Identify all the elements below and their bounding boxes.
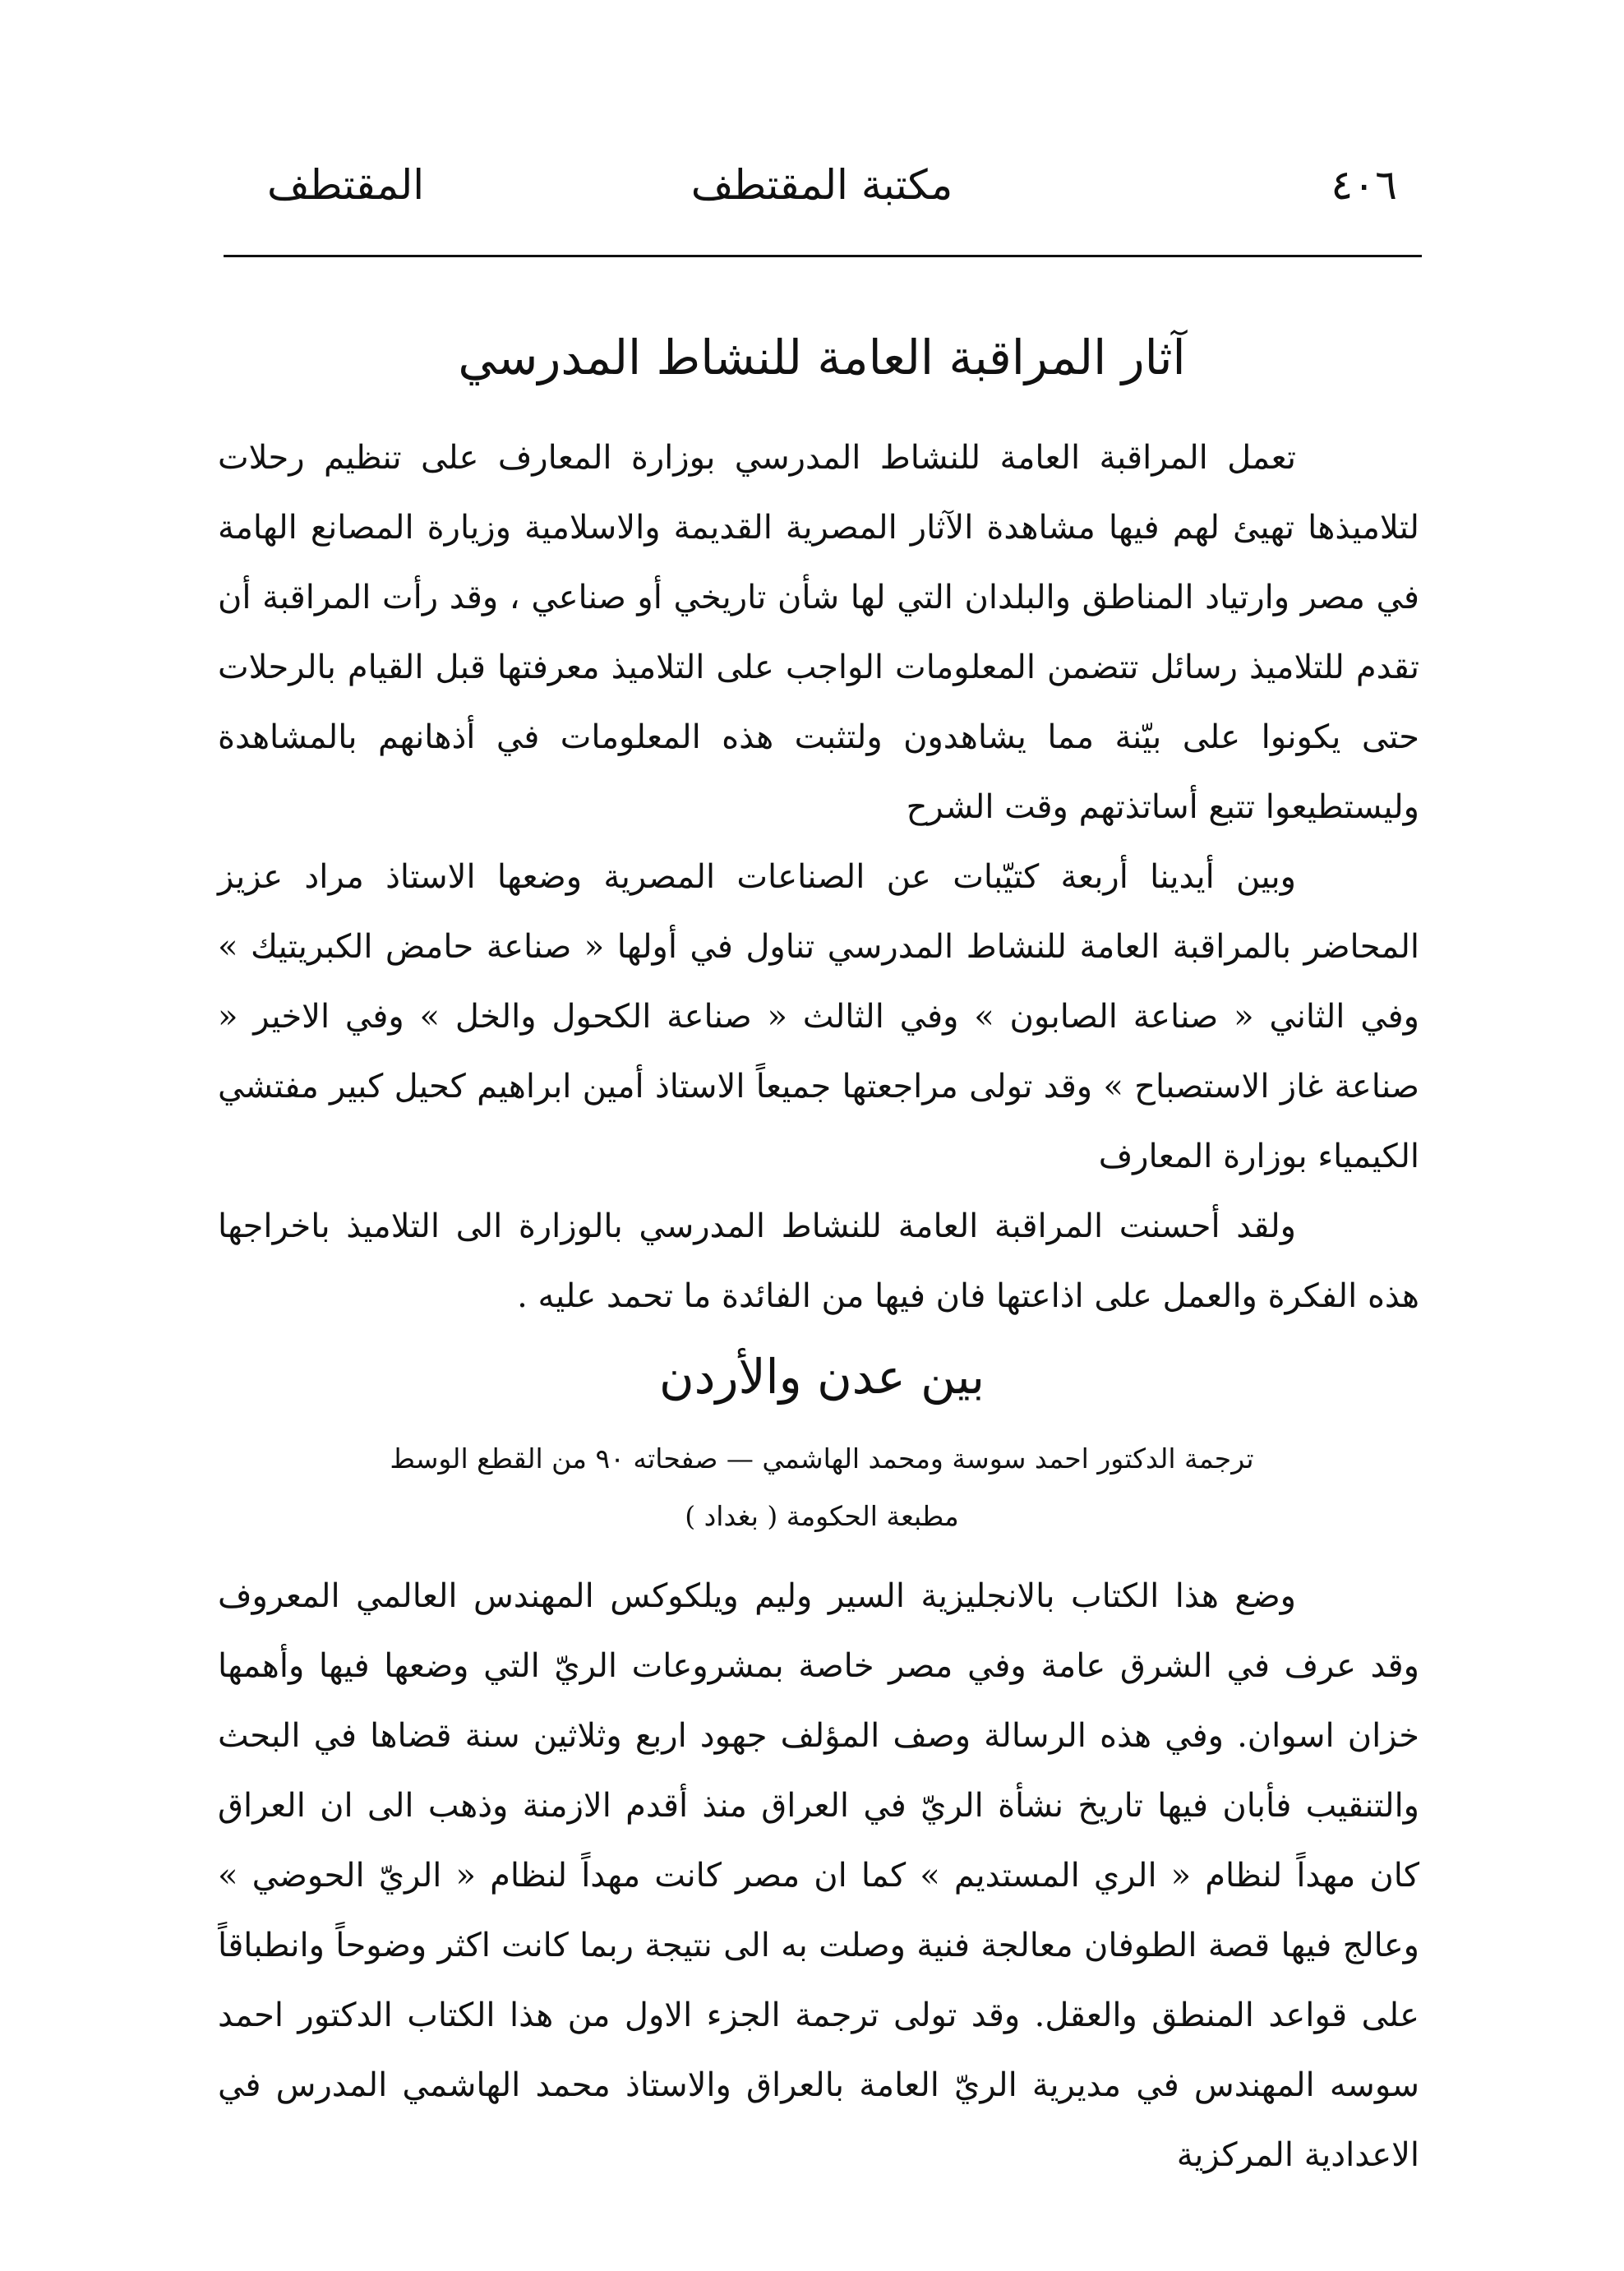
book-publisher: مطبعة الحكومة ( بغداد ) — [685, 1500, 959, 1532]
paragraph: وبين أيدينا أربعة كتيّبات عن الصناعات المصرية وضعها الاستاذ مراد عزيز المحاضر بالمراقبة العامة للنشاط المدرسي تناول في أولها « صناعة حامض الكبريتيك » وفي الثاني « صناعة الصابون » وفي الثالث « صناعة الكحول والخل » وفي الاخير « صناعة غاز الاستصباح » وقد تولى مراجعتها جميعاً الاستاذ أمين ابراهيم كحيل كبير مفتشي الكيمياء بوزارة المعارف — [218, 858, 1419, 1175]
article-body — [218, 423, 1419, 1332]
article-title: آثار المراقبة العامة للنشاط المدرسي — [458, 330, 1186, 385]
journal-name: المقتطف — [267, 161, 425, 209]
section-title: مكتبة المقتطف — [690, 161, 953, 209]
book-review-body — [218, 1562, 1419, 2190]
paragraph: ولقد أحسنت المراقبة العامة للنشاط المدرسي بالوزارة الى التلاميذ باخراجها هذه الفكرة والعمل على اذاعتها فان فيها من الفائدة ما تحمد عليه . — [218, 1207, 1419, 1315]
running-header — [222, 152, 1422, 218]
paragraph: وضع هذا الكتاب بالانجليزية السير وليم ويلكوكس المهندس العالمي المعروف وقد عرف في الشرق عامة وفي مصر خاصة بمشروعات الريّ التي وضعها فيها وأهمها خزان اسوان. وفي هذه الرسالة وصف المؤلف جهود اربع وثلاثين سنة قضاها في البحث والتنقيب فأبان فيها تاريخ نشأة الريّ في العراق منذ أقدم الازمنة وذهب الى ان العراق كان مهداً لنظام « الري المستديم » كما ان مصر كانت مهداً لنظام « الريّ الحوضي » وعالج فيها قصة الطوفان معالجة فنية وصلت به الى نتيجة ربما كانت اكثر وضوحاً وانطباقاً على قواعد المنطق والعقل. وقد تولى ترجمة الجزء الاول من هذا الكتاب الدكتور احمد سوسه المهندس في مديرية الريّ العامة بالعراق والاستاذ محمد الهاشمي المدرس في الاعدادية المركزية — [218, 1577, 1420, 2174]
book-credits: ترجمة الدكتور احمد سوسة ومحمد الهاشمي — صفحاته ٩٠ من القطع الوسط — [390, 1442, 1254, 1475]
page-number: ٤٠٦ — [1331, 161, 1397, 209]
book-title: بين عدن والأردن — [659, 1349, 985, 1405]
paragraph: تعمل المراقبة العامة للنشاط المدرسي بوزارة المعارف على تنظيم رحلات لتلاميذها تهيئ لهم فيها مشاهدة الآثار المصرية القديمة والاسلامية وزيارة المصانع الهامة في مصر وارتياد المناطق والبلدان التي لها شأن تاريخي أو صناعي ، وقد رأت المراقبة أن تقدم للتلاميذ رسائل تتضمن المعلومات الواجب على التلاميذ معرفتها قبل القيام بالرحلات حتى يكونوا على بيّنة مما يشاهدون ولتثبت هذه المعلومات في أذهانهم بالمشاهدة وليستطيعوا تتبع أساتذتهم وقت الشرح — [218, 439, 1419, 826]
header-divider — [224, 255, 1422, 257]
